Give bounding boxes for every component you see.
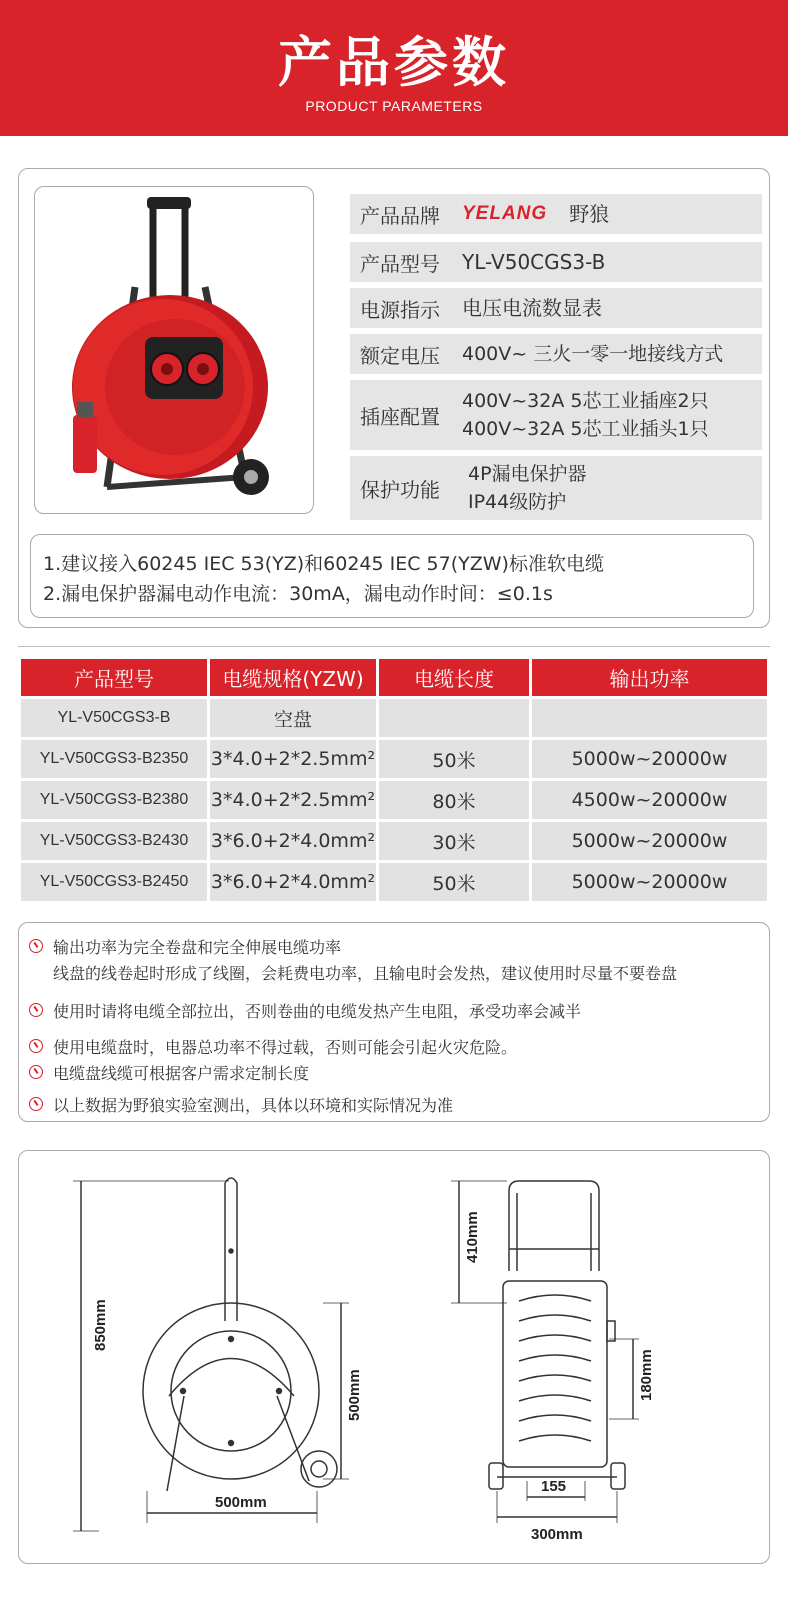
cell-length: 50米 <box>379 740 529 778</box>
dim-drum-height-label: 180mm <box>638 1349 655 1401</box>
spec-label: 产品型号 <box>360 251 440 276</box>
protect-line-2: IP44级防护 <box>468 491 567 513</box>
dimension-drawing <box>18 1150 770 1564</box>
tip-text: 以上数据为野狼实验室测出，具体以环境和实际情况为准 <box>53 1096 454 1115</box>
cell-power: 5000w~20000w <box>532 863 767 901</box>
cell-model: YL-V50CGS3-B2430 <box>21 822 207 860</box>
table-row <box>21 822 767 860</box>
spec-label: 额定电压 <box>360 343 440 368</box>
table-row <box>21 781 767 819</box>
tip-text: 线盘的线卷起时形成了线圈，会耗费电功率，且输电时会发热，建议使用时尽量不要卷盘 <box>53 964 678 983</box>
warning-icon <box>29 1003 43 1017</box>
col-header: 产品型号 <box>21 659 207 696</box>
warning-icon <box>29 1065 43 1079</box>
socket-line-1: 400V~32A 5芯工业插座2只 <box>462 390 709 412</box>
install-notes <box>30 534 754 618</box>
usage-tips <box>18 922 770 1122</box>
cable-reel-illustration <box>35 187 314 514</box>
cell-spec: 3*6.0+2*4.0mm² <box>210 863 376 901</box>
product-photo <box>34 186 314 514</box>
tip-item <box>29 1061 309 1087</box>
table-row <box>21 699 767 737</box>
spec-value <box>454 460 762 516</box>
cell-spec: 空盘 <box>210 699 376 737</box>
tip-item <box>29 1093 453 1119</box>
table-header-row <box>21 659 767 696</box>
spec-value: YL-V50CGS3-B <box>462 250 606 274</box>
spec-row-power <box>350 288 762 328</box>
page-subtitle: PRODUCT PARAMETERS <box>305 98 483 114</box>
dim-handle-height-label: 410mm <box>464 1211 481 1263</box>
side-view <box>73 1178 349 1531</box>
header-banner <box>0 0 788 136</box>
col-header: 输出功率 <box>532 659 767 696</box>
table-row <box>21 863 767 901</box>
col-header: 电缆规格(YZW) <box>210 659 376 696</box>
tip-text: 使用电缆盘时，电器总功率不得过载，否则可能会引起火灾危险。 <box>53 1038 518 1057</box>
dim-base-width-label: 300mm <box>531 1526 583 1543</box>
dim-reel-diameter-label: 500mm <box>346 1369 363 1421</box>
cell-power <box>532 699 767 737</box>
tip-item <box>29 999 581 1025</box>
cell-spec: 3*4.0+2*2.5mm² <box>210 781 376 819</box>
col-header: 电缆长度 <box>379 659 529 696</box>
spec-label: 产品品牌 <box>360 203 440 228</box>
cell-power: 5000w~20000w <box>532 740 767 778</box>
protect-line-1: 4P漏电保护器 <box>468 463 587 485</box>
page-title: 产品参数 <box>278 31 510 94</box>
cell-spec: 3*6.0+2*4.0mm² <box>210 822 376 860</box>
model-table <box>18 656 770 904</box>
cell-spec: 3*4.0+2*2.5mm² <box>210 740 376 778</box>
socket-line-2: 400V~32A 5芯工业插头1只 <box>462 418 709 440</box>
cell-length: 80米 <box>379 781 529 819</box>
warning-icon <box>29 1039 43 1053</box>
cell-model: YL-V50CGS3-B2450 <box>21 863 207 901</box>
warning-icon <box>29 939 43 953</box>
table-row <box>21 740 767 778</box>
cell-length: 30米 <box>379 822 529 860</box>
spec-value: 400V~ 三火一零一地接线方式 <box>462 343 724 365</box>
cell-model: YL-V50CGS3-B2350 <box>21 740 207 778</box>
cell-model: YL-V50CGS3-B <box>21 699 207 737</box>
brand-name: 野狼 <box>569 202 610 226</box>
note-line: 1.建议接入60245 IEC 53(YZ)和60245 IEC 57(YZW)标准软电缆 <box>43 553 604 575</box>
cell-length <box>379 699 529 737</box>
cell-power: 4500w~20000w <box>532 781 767 819</box>
warning-icon <box>29 1097 43 1111</box>
spec-value: 电压电流数显表 <box>462 296 602 320</box>
cell-model: YL-V50CGS3-B2380 <box>21 781 207 819</box>
brand-logo: YELANG <box>462 203 548 224</box>
dim-reel-width-label: 500mm <box>215 1494 267 1511</box>
spec-label: 插座配置 <box>360 404 440 429</box>
note-line: 2.漏电保护器漏电动作电流：30mA，漏电动作时间：≤0.1s <box>43 583 553 605</box>
spec-label: 电源指示 <box>360 297 440 322</box>
tip-item <box>29 1035 517 1061</box>
tip-item <box>29 935 677 987</box>
tip-text: 输出功率为完全卷盘和完全伸展电缆功率 <box>53 938 342 957</box>
spec-label: 保护功能 <box>360 477 440 502</box>
spec-row-protect <box>350 456 762 520</box>
divider <box>18 646 770 647</box>
dim-height-label: 850mm <box>92 1299 109 1351</box>
spec-row-model <box>350 242 762 282</box>
spec-row-voltage <box>350 334 762 374</box>
cell-length: 50米 <box>379 863 529 901</box>
spec-row-socket <box>350 380 762 450</box>
tip-text: 使用时请将电缆全部拉出，否则卷曲的电缆发热产生电阻，承受功率会减半 <box>53 1002 582 1021</box>
dim-inner-width-label: 155 <box>541 1478 567 1495</box>
spec-value <box>454 387 762 443</box>
cell-power: 5000w~20000w <box>532 822 767 860</box>
spec-row-brand <box>350 194 762 234</box>
tip-text: 电缆盘线缆可根据客户需求定制长度 <box>53 1064 310 1083</box>
